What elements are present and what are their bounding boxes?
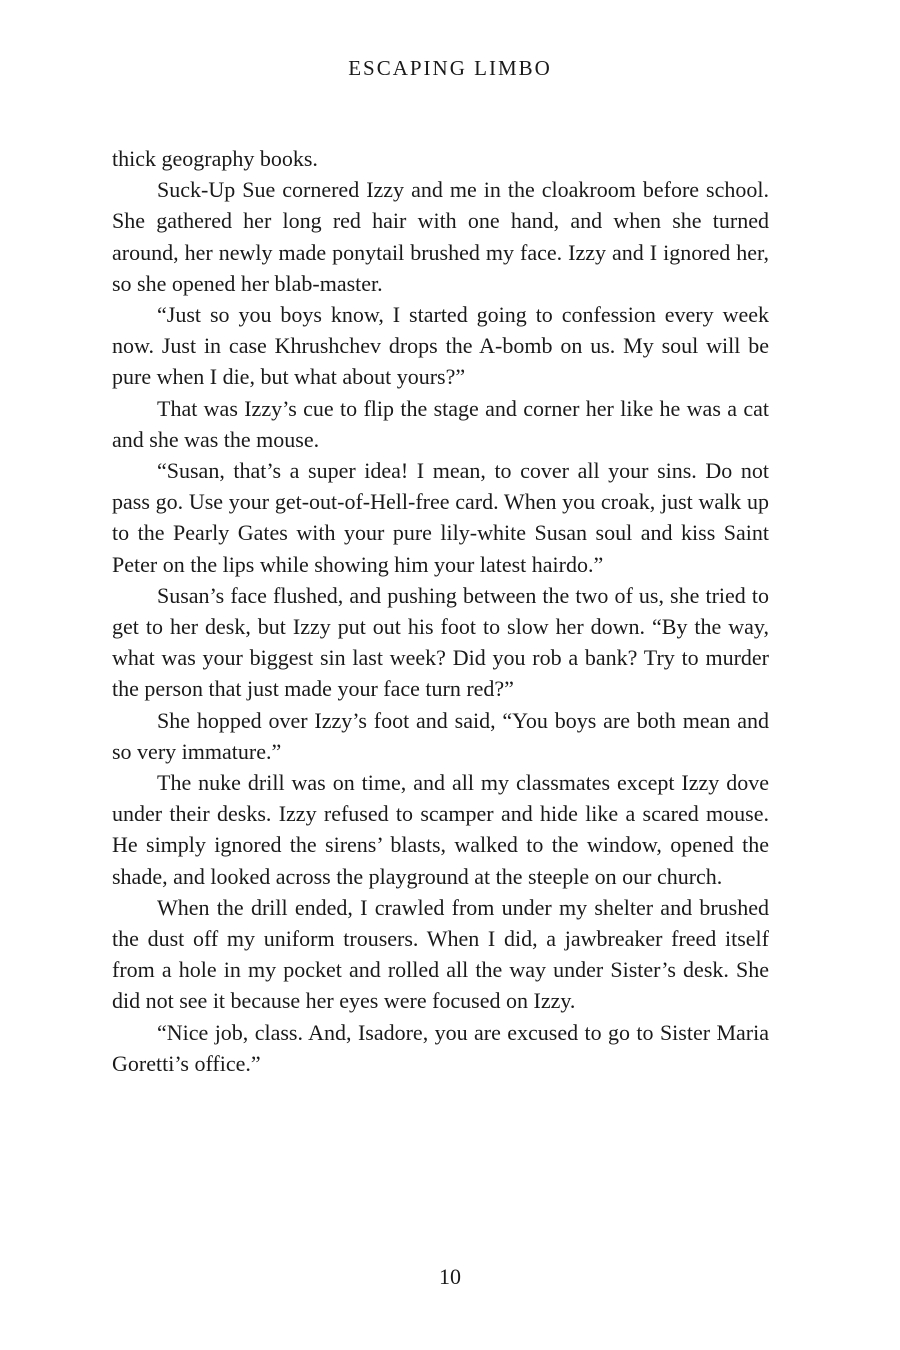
running-head: ESCAPING LIMBO <box>348 56 552 80</box>
paragraph: “Nice job, class. And, Isadore, you are excused to go to Sister Maria Goretti’s office.” <box>112 1019 769 1076</box>
paragraph: She hopped over Izzy’s foot and said, “You boys are both mean and so very immature.” <box>112 707 769 764</box>
paragraph: That was Izzy’s cue to flip the stage and corner her like he was a cat and she was the mouse. <box>112 395 769 452</box>
paragraph: “Susan, that’s a super idea! I mean, to cover all your sins. Do not pass go. Use your get-out-of-Hell-free card. When you croak, just walk up to the Pearly Gates with your pure lily-white Susan soul and kiss Saint Peter on the lips while showing him your latest hairdo.” <box>112 458 769 577</box>
paragraph: When the drill ended, I crawled from under my shelter and brushed the dust off my uniform trousers. When I did, a jawbreaker freed itself from a hole in my pocket and rolled all the way under Sister’s desk. She did not see it because her eyes were focused on Izzy. <box>112 894 769 1014</box>
page-number: 10 <box>439 1264 461 1289</box>
paragraph: The nuke drill was on time, and all my classmates except Izzy dove under their desks. Izzy refused to scamper and hide like a scared mouse. He simply ignored the sirens’ blasts, walked to the window, opened the shade, and looked across the playground at the steeple on our church. <box>112 770 769 889</box>
paragraph: Suck-Up Sue cornered Izzy and me in the cloakroom before school. She gathered her long red hair with one hand, and when she turned around, her newly made ponytail brushed my face. Izzy and I ignored her, so she opened her blab-master. <box>112 177 769 296</box>
paragraph: Susan’s face flushed, and pushing between the two of us, she tried to get to her desk, but Izzy put out his foot to slow her down. “By the way, what was your biggest sin last week? Did you rob a bank? Try to murder the person that just made your face turn red?” <box>112 582 769 702</box>
paragraph: “Just so you boys know, I started going to confession every week now. Just in case Khrushchev drops the A-bomb on us. My soul will be pure when I die, but what about yours?” <box>112 302 769 390</box>
body-text <box>112 143 769 1079</box>
paragraph: thick geography books. <box>112 146 318 171</box>
